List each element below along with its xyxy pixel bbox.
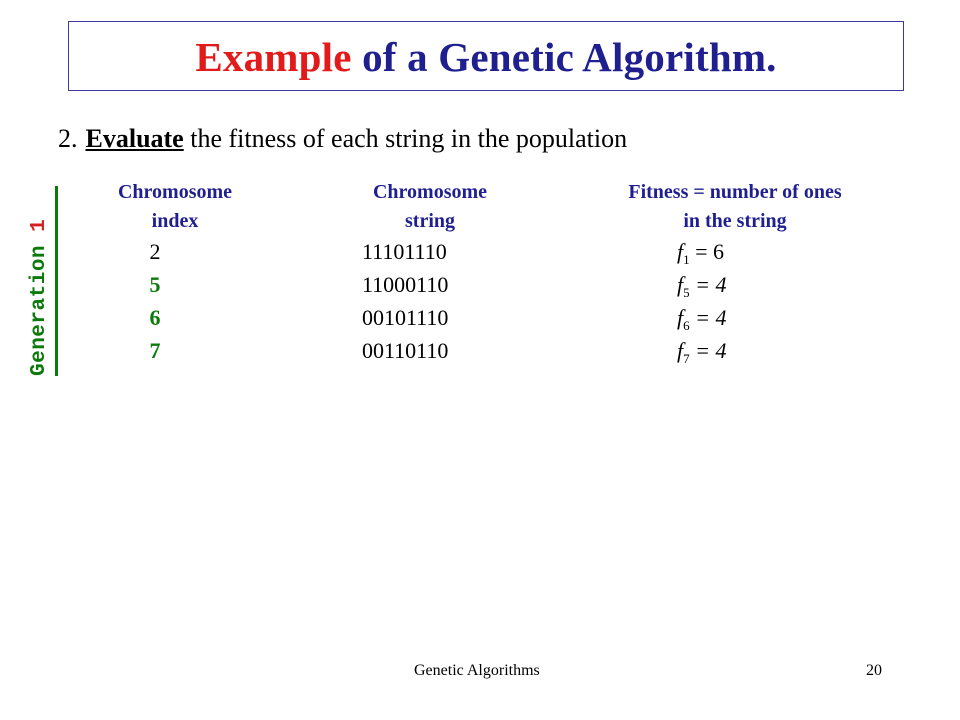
generation-underline	[55, 186, 58, 376]
fitness-subscript: 7	[683, 351, 690, 366]
header-index	[90, 178, 260, 236]
header-fitness	[590, 178, 880, 236]
row-index: 2	[149, 239, 161, 264]
row-index: 6	[149, 305, 161, 330]
row-fitness	[677, 335, 726, 375]
fitness-value: = 6	[689, 239, 725, 264]
generation-word: Generation	[28, 231, 51, 376]
fitness-value: = 4	[689, 305, 727, 330]
title-rest: of a Genetic Algorithm.	[351, 34, 777, 80]
point-text: the fitness of each string in the population	[183, 124, 628, 153]
row-string: 00110110	[362, 338, 449, 363]
page-number: 20	[866, 662, 882, 679]
header-string-line1: Chromosome	[372, 181, 488, 203]
point-verb: Evaluate	[85, 124, 184, 153]
fitness-value: = 4	[689, 272, 727, 297]
bullet-point	[58, 124, 627, 154]
fitness-fn: f	[677, 338, 684, 363]
generation-number: 1	[28, 218, 51, 232]
title-keyword: Example	[195, 34, 352, 80]
header-fitness-line1: Fitness = number of ones	[628, 181, 842, 203]
point-number: 2.	[58, 124, 78, 153]
fitness-fn: f	[677, 272, 684, 297]
title-box	[68, 21, 904, 91]
slide-title	[195, 33, 776, 81]
row-index: 7	[149, 338, 161, 363]
header-index-line2: index	[151, 210, 199, 232]
row-index: 5	[149, 272, 161, 297]
header-string-line2: string	[405, 210, 455, 232]
row-string: 00101110	[362, 305, 449, 330]
generation-label	[28, 219, 52, 376]
header-index-line1: Chromosome	[117, 181, 233, 203]
row-string: 11101110	[362, 239, 447, 264]
fitness-value: = 4	[689, 338, 727, 363]
row-string: 11000110	[362, 272, 449, 297]
header-string	[345, 178, 515, 236]
fitness-subscript: 5	[683, 285, 690, 300]
fitness-subscript: 6	[683, 318, 690, 333]
footer-title: Genetic Algorithms	[414, 662, 540, 679]
fitness-fn: f	[677, 305, 684, 330]
header-fitness-line2: in the string	[683, 210, 787, 232]
fitness-fn: f	[677, 239, 684, 264]
fitness-subscript: 1	[683, 252, 690, 267]
